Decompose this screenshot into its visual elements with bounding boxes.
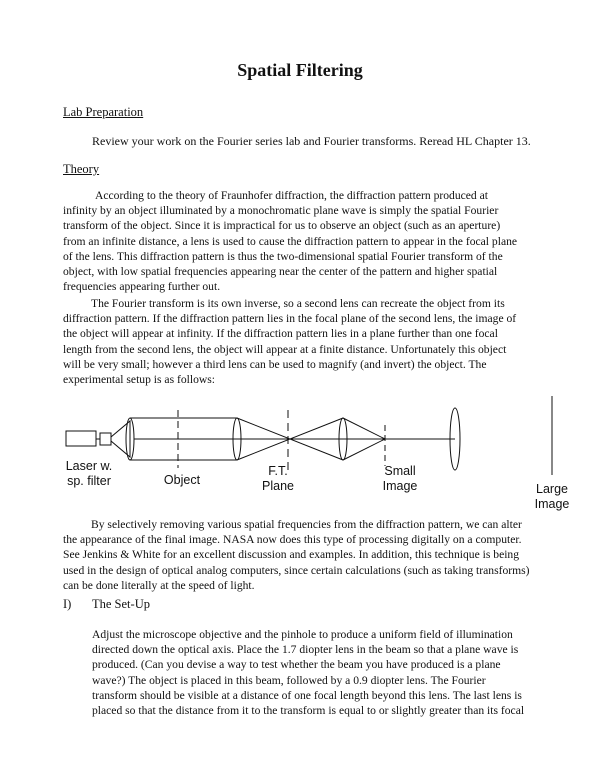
text-line: See Jenkins & White for an excellent discussion and examples. In addition, this technique is being bbox=[63, 548, 520, 562]
text-line: placed so that the distance from it to the transform is equal to or slightly greater than its focal bbox=[92, 704, 525, 718]
theory-paragraph-1 bbox=[63, 188, 517, 294]
text-line: infinity by an object illuminated by a monochromatic plane wave is simply the spatial Fourier bbox=[63, 204, 499, 218]
text-line: wave?) The object is placed in this beam, followed by a 0.9 diopter lens. The Fourier bbox=[92, 673, 486, 687]
setup-heading: The Set-Up bbox=[92, 597, 150, 611]
laser-box bbox=[66, 431, 96, 446]
laser-label bbox=[56, 459, 122, 489]
page-title: Spatial Filtering bbox=[237, 60, 363, 80]
text-line: By selectively removing various spatial frequencies from the diffraction pattern, we can alter bbox=[91, 518, 522, 531]
text-line: directed down the optical axis. Place the 1.7 diopter lens in the beam so that a plane wave is bbox=[92, 643, 519, 657]
text-line: used in the design of optical analog computers, since certain calculations (such as taking transforms) bbox=[63, 563, 530, 577]
laser-label-line: sp. filter bbox=[67, 474, 111, 488]
text-line: the appearance of the final image. NASA now does this type of processing digitally on a computer. bbox=[63, 533, 522, 547]
setup-number: I) bbox=[63, 597, 72, 611]
theory-heading: Theory bbox=[63, 162, 100, 176]
ft-label-line: Plane bbox=[262, 479, 294, 493]
text-line: length from the second lens, the object will appear at a finite distance. Unfortunately this object bbox=[63, 342, 507, 356]
text-line: The Fourier transform is its own inverse, so a second lens can recreate the object from its bbox=[91, 297, 505, 310]
text-line: transform of the object. Since it is impractical for us to observe an object (such as an aperture) bbox=[63, 219, 501, 233]
small-image-label-line: Small bbox=[384, 464, 416, 478]
ft-label-line: F.T. bbox=[268, 464, 288, 478]
ft-plane-label bbox=[254, 464, 302, 494]
lab-prep-text: Review your work on the Fourier series lab and Fourier transforms. Reread HL Chapter 13. bbox=[92, 134, 531, 148]
text-line: According to the theory of Fraunhofer diffraction, the diffraction pattern produced at bbox=[95, 189, 488, 202]
text-line: diffraction pattern. If the diffraction pattern lies in the focal plane of the second lens, the image of bbox=[63, 312, 517, 326]
text-line: can be done literally at the speed of light. bbox=[63, 578, 255, 592]
text-line: transform should be visible at a distance of one focal length beyond this lens. The last lens is bbox=[92, 688, 522, 702]
text-line: the object will appear at infinity. If the diffraction pattern lies in a plane further than one focal bbox=[63, 327, 498, 341]
small-image-label-line: Image bbox=[382, 479, 418, 493]
theory-paragraph-3 bbox=[63, 517, 530, 593]
large-image-label-line: Large bbox=[536, 482, 568, 496]
text-line: of the lens. This diffraction pattern is thus the two-dimensional spatial Fourier transform of the bbox=[63, 249, 503, 263]
lab-prep-heading: Lab Preparation bbox=[63, 105, 144, 119]
text-line: produced. (Can you devise a way to test whether the beam you have produced is a plane bbox=[92, 658, 501, 672]
text-line: object, with low spatial frequencies appearing near the center of the pattern and higher spatial bbox=[63, 265, 498, 279]
text-line: will be very small; however a third lens can be used to magnify (and invert) the object. The bbox=[63, 357, 487, 371]
setup-paragraph bbox=[92, 627, 524, 718]
text-line: from an infinite distance, a lens is used to cause the diffraction pattern to appear in the focal plane bbox=[63, 234, 518, 248]
text-line: frequencies appearing further out. bbox=[63, 280, 221, 294]
text-line: Adjust the microscope objective and the pinhole to produce a uniform field of illumination bbox=[92, 628, 513, 641]
small-image-label bbox=[374, 464, 426, 494]
large-image-label bbox=[528, 482, 576, 512]
theory-paragraph-2 bbox=[63, 296, 516, 387]
object-label: Object bbox=[163, 473, 201, 487]
text-line: experimental setup is as follows: bbox=[63, 373, 215, 387]
spatial-filter-box bbox=[100, 433, 111, 445]
large-image-label-line: Image bbox=[534, 497, 570, 511]
laser-label-line: Laser w. bbox=[65, 459, 113, 473]
optical-setup-diagram bbox=[0, 384, 600, 524]
